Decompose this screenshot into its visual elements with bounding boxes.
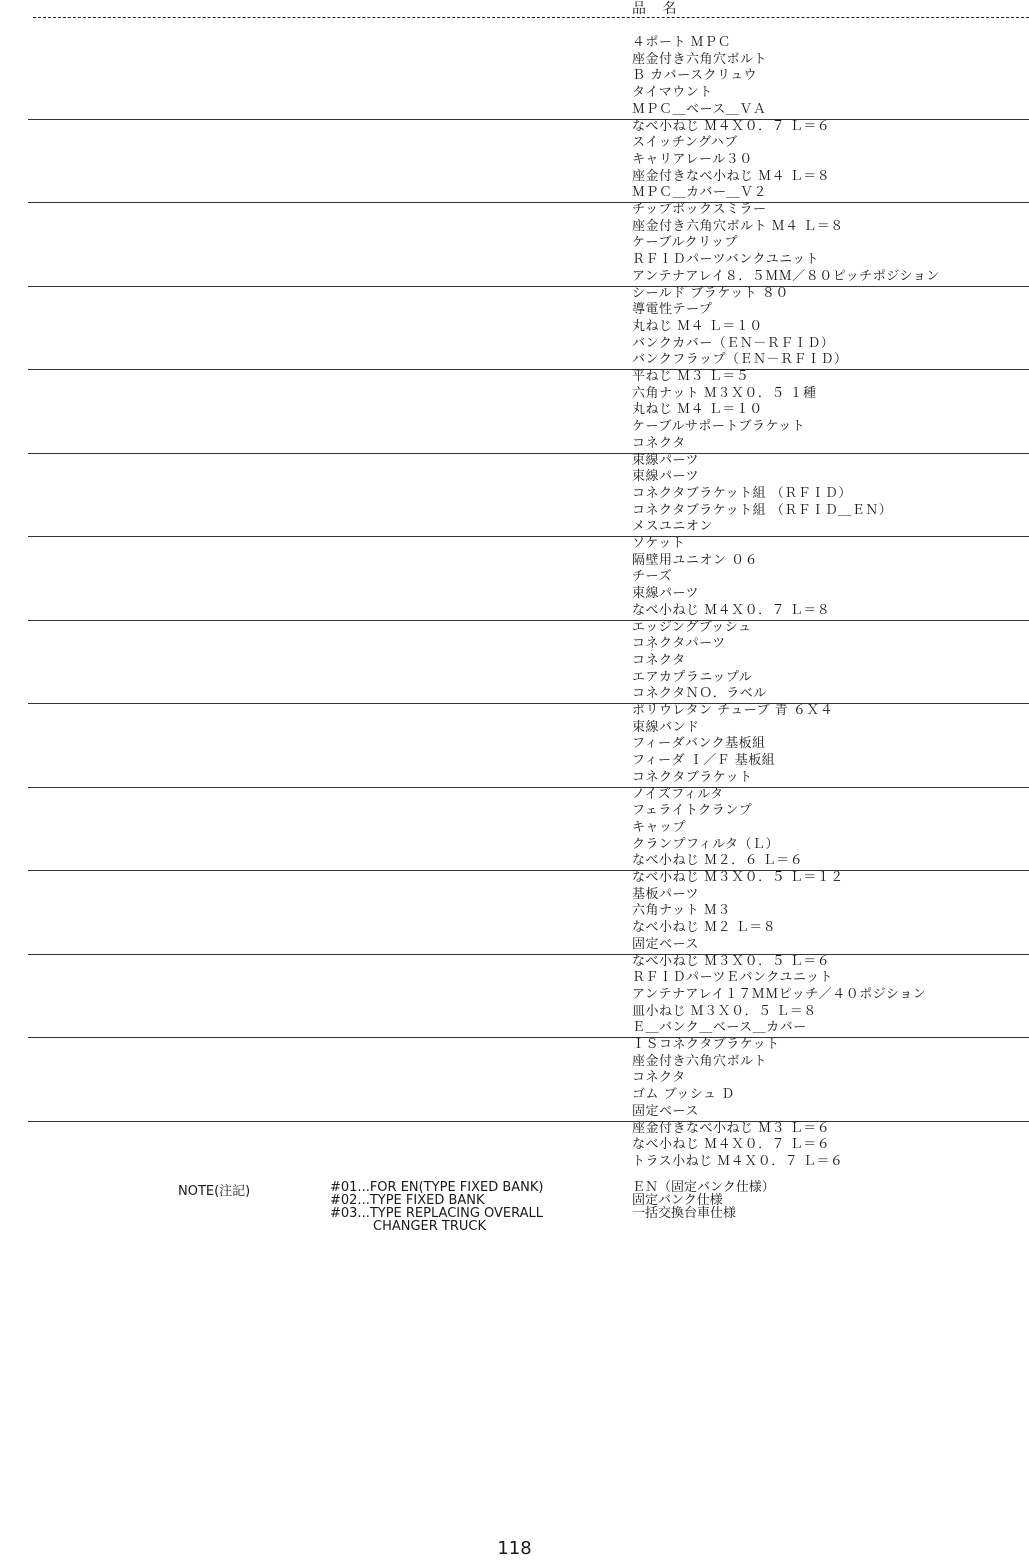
part-name-item: メスユニオン (632, 519, 714, 535)
note-code-03-continued: CHANGER TRUCK (373, 1219, 487, 1234)
note-jp-01: ＥＮ（固定バンク仕様） (632, 1180, 775, 1195)
part-name-item: バンクカバー（ＥＮ－ＲＦＩＤ） (632, 335, 835, 351)
part-name-item: なべ小ねじ Ｍ４Ｘ０．７ Ｌ＝６ (632, 1137, 831, 1153)
part-name-item: なべ小ねじ Ｍ４Ｘ０．７ Ｌ＝８ (632, 602, 831, 618)
column-title-part-name: 品 名 (632, 1, 683, 17)
part-name-item: コネクタパーツ (632, 636, 726, 652)
part-name-item: 座金付き六角穴ボルト (632, 51, 768, 67)
note-code-02: #02...TYPE FIXED BANK (330, 1193, 485, 1208)
part-name-item: エッジングブッシュ (632, 619, 752, 635)
part-name-item: シールド ブラケット ８０ (632, 285, 789, 301)
part-name-item: ゴム ブッシュ Ｄ (632, 1087, 735, 1103)
note-code-01: #01...FOR EN(TYPE FIXED BANK) (330, 1180, 544, 1195)
part-name-item: ＩＳコネクタブラケット (632, 1037, 780, 1052)
part-name-item: ＲＦＩＤパーツＥバンクユニット (632, 970, 833, 986)
part-name-item: 束線パーツ (632, 469, 699, 485)
part-name-item: 隔壁用ユニオン ０６ (632, 552, 759, 568)
part-name-item: 基板パーツ (632, 886, 699, 902)
part-name-item: Ｅ＿バンク＿ベース＿カバー (632, 1020, 807, 1036)
note-jp-02: 固定バンク仕様 (632, 1193, 723, 1208)
part-name-item: Ｂ カバースクリュウ (632, 68, 758, 84)
part-name-item: ＲＦＩＤパーツバンクユニット (632, 252, 820, 268)
part-name-item: ＭＰＣ＿ベース＿ＶＡ (632, 101, 767, 117)
part-name-item: 座金付き六角穴ボルト Ｍ４ Ｌ＝８ (632, 218, 844, 234)
part-name-item: フィーダ Ｉ／Ｆ 基板組 (632, 753, 776, 769)
part-name-item: コネクタＮＯ．ラベル (632, 686, 767, 702)
note-code-03: #03...TYPE REPLACING OVERALL (330, 1206, 544, 1221)
part-name-item: ノイズフィルタ (632, 786, 724, 802)
part-name-item: アンテナアレイ８．５ＭＭ／８０ピッチポジション (632, 268, 940, 284)
part-name-item: 丸ねじ Ｍ４ Ｌ＝１０ (632, 402, 763, 418)
part-name-item: エアカプラニップル (632, 669, 753, 685)
part-name-item: 束線バンド (632, 719, 700, 735)
part-name-item: アンテナアレイ１７ＭＭピッチ／４０ポジション (632, 986, 927, 1002)
part-name-item: コネクタ (632, 1070, 686, 1086)
part-name-item: なべ小ねじ Ｍ３Ｘ０．５ Ｌ＝６ (632, 953, 831, 969)
part-name-item: フェライトクランプ (632, 803, 753, 819)
part-name-item: 座金付き六角穴ボルト (632, 1053, 768, 1069)
part-name-item: 丸ねじ Ｍ４ Ｌ＝１０ (632, 318, 763, 334)
part-name-item: 固定ベース (632, 1103, 699, 1119)
header-dashed-divider (33, 17, 1029, 18)
part-name-item: ４ポート ＭＰＣ (632, 35, 732, 50)
part-name-item: 固定ベース (632, 936, 699, 952)
part-name-item: なべ小ねじ Ｍ２．６ Ｌ＝６ (632, 853, 804, 869)
part-name-item: コネクタブラケット組 （ＲＦＩＤ） (632, 485, 852, 501)
part-name-item: スイッチングハブ (632, 135, 738, 151)
page-number: 118 (497, 1538, 532, 1559)
part-name-item: なべ小ねじ Ｍ４Ｘ０．７ Ｌ＝６ (632, 118, 831, 134)
part-name-item: なべ小ねじ Ｍ２ Ｌ＝８ (632, 920, 777, 936)
part-name-item: コネクタブラケット (632, 769, 753, 785)
part-name-item: チーズ (632, 569, 672, 585)
note-jp-03: 一括交換台車仕様 (632, 1206, 737, 1221)
part-name-item: なべ小ねじ Ｍ３Ｘ０．５ Ｌ＝１２ (632, 870, 844, 885)
part-name-item: コネクタ (632, 435, 686, 451)
part-name-item: 座金付きなべ小ねじ Ｍ４ Ｌ＝８ (632, 168, 831, 184)
part-name-item: クランプフィルタ（Ｌ） (632, 836, 779, 852)
part-name-item: キャリアレール３０ (632, 151, 753, 167)
part-name-item: 束線パーツ (632, 452, 699, 468)
part-name-item: キャップ (632, 819, 687, 835)
part-name-item: 六角ナット Ｍ３ (632, 903, 731, 919)
part-name-item: ポリウレタン チューブ 青 ６Ｘ４ (632, 703, 834, 718)
part-name-item: タイマウント (632, 85, 713, 101)
part-name-item: バンクフラップ（ＥＮ－ＲＦＩＤ） (632, 352, 848, 368)
part-name-item: 導電性テープ (632, 302, 713, 318)
part-name-item: ソケット (632, 536, 686, 551)
part-name-item: トラス小ねじ Ｍ４Ｘ０．７ Ｌ＝６ (632, 1153, 844, 1169)
part-name-item: 平ねじ Ｍ３ Ｌ＝５ (632, 369, 750, 384)
part-name-item: 皿小ねじ Ｍ３Ｘ０．５ Ｌ＝８ (632, 1003, 817, 1019)
part-name-item: 座金付きなべ小ねじ Ｍ３ Ｌ＝６ (632, 1120, 831, 1136)
part-name-item: ケーブルクリップ (632, 235, 739, 251)
part-name-item: チップボックスミラー (632, 202, 767, 217)
note-label: NOTE(注記) (178, 1184, 251, 1199)
part-name-item: ケーブルサポートブラケット (632, 419, 806, 435)
part-name-item: コネクタブラケット組 （ＲＦＩＤ＿ＥＮ） (632, 502, 893, 518)
part-name-item: ＭＰＣ＿カバー＿Ｖ２ (632, 185, 768, 201)
part-name-item: 六角ナット Ｍ３Ｘ０．５ １種 (632, 385, 817, 401)
part-name-item: フィーダバンク基板組 (632, 736, 766, 752)
part-name-item: 束線パーツ (632, 586, 699, 602)
part-name-item: コネクタ (632, 652, 686, 668)
